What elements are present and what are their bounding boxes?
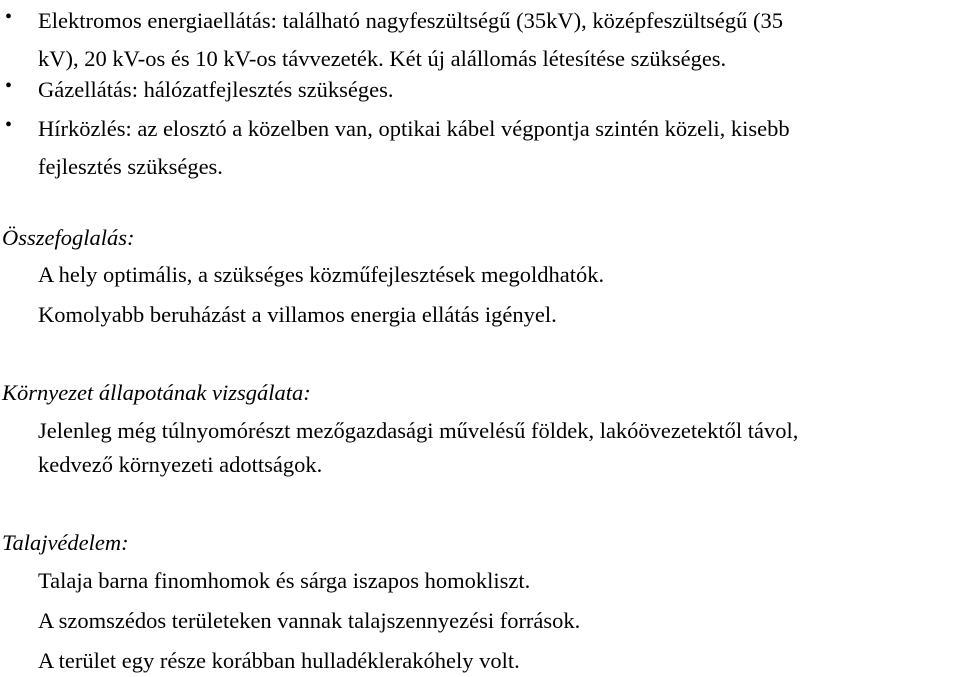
section-heading-soil-protection: Talajvédelem:	[2, 530, 129, 555]
bullet-item-telecom	[0, 110, 958, 186]
bullet-line: Hírközlés: az elosztó a közelben van, optikai kábel végpontja szintén közeli, kisebb	[38, 116, 790, 141]
bullet-icon: •	[5, 6, 13, 28]
bullet-line: Gázellátás: hálózatfejlesztés szükséges.	[38, 77, 394, 102]
section-heading-summary: Összefoglalás:	[2, 225, 135, 250]
bullet-line: kV), 20 kV-os és 10 kV-os távvezeték. Két új alállomás létesítése szükséges.	[38, 46, 727, 71]
section-line: Talaja barna finomhomok és sárga iszapos homokliszt.	[38, 568, 531, 593]
bullet-icon: •	[5, 114, 13, 136]
bullet-item-gas	[0, 71, 958, 109]
section-line: A szomszédos területeken vannak talajszennyezési források.	[38, 608, 581, 633]
section-line: A hely optimális, a szükséges közműfejlesztések megoldhatók.	[38, 262, 605, 287]
section-line: Komolyabb beruházást a villamos energia ellátás igényel.	[38, 302, 557, 327]
bullet-icon: •	[5, 75, 13, 97]
bullet-line: Elektromos energiaellátás: található nagyfeszültségű (35kV), középfeszültségű (35	[38, 8, 783, 33]
section-line: A terület egy része korábban hulladéklerakóhely volt.	[38, 648, 520, 673]
section-line: Jelenleg még túlnyomórészt mezőgazdasági művelésű földek, lakóövezetektől távol,	[38, 418, 799, 443]
section-line: kedvező környezeti adottságok.	[38, 452, 323, 477]
bullet-item-electricity	[0, 2, 958, 78]
section-heading-environment: Környezet állapotának vizsgálata:	[2, 380, 311, 405]
bullet-line: fejlesztés szükséges.	[38, 154, 223, 179]
